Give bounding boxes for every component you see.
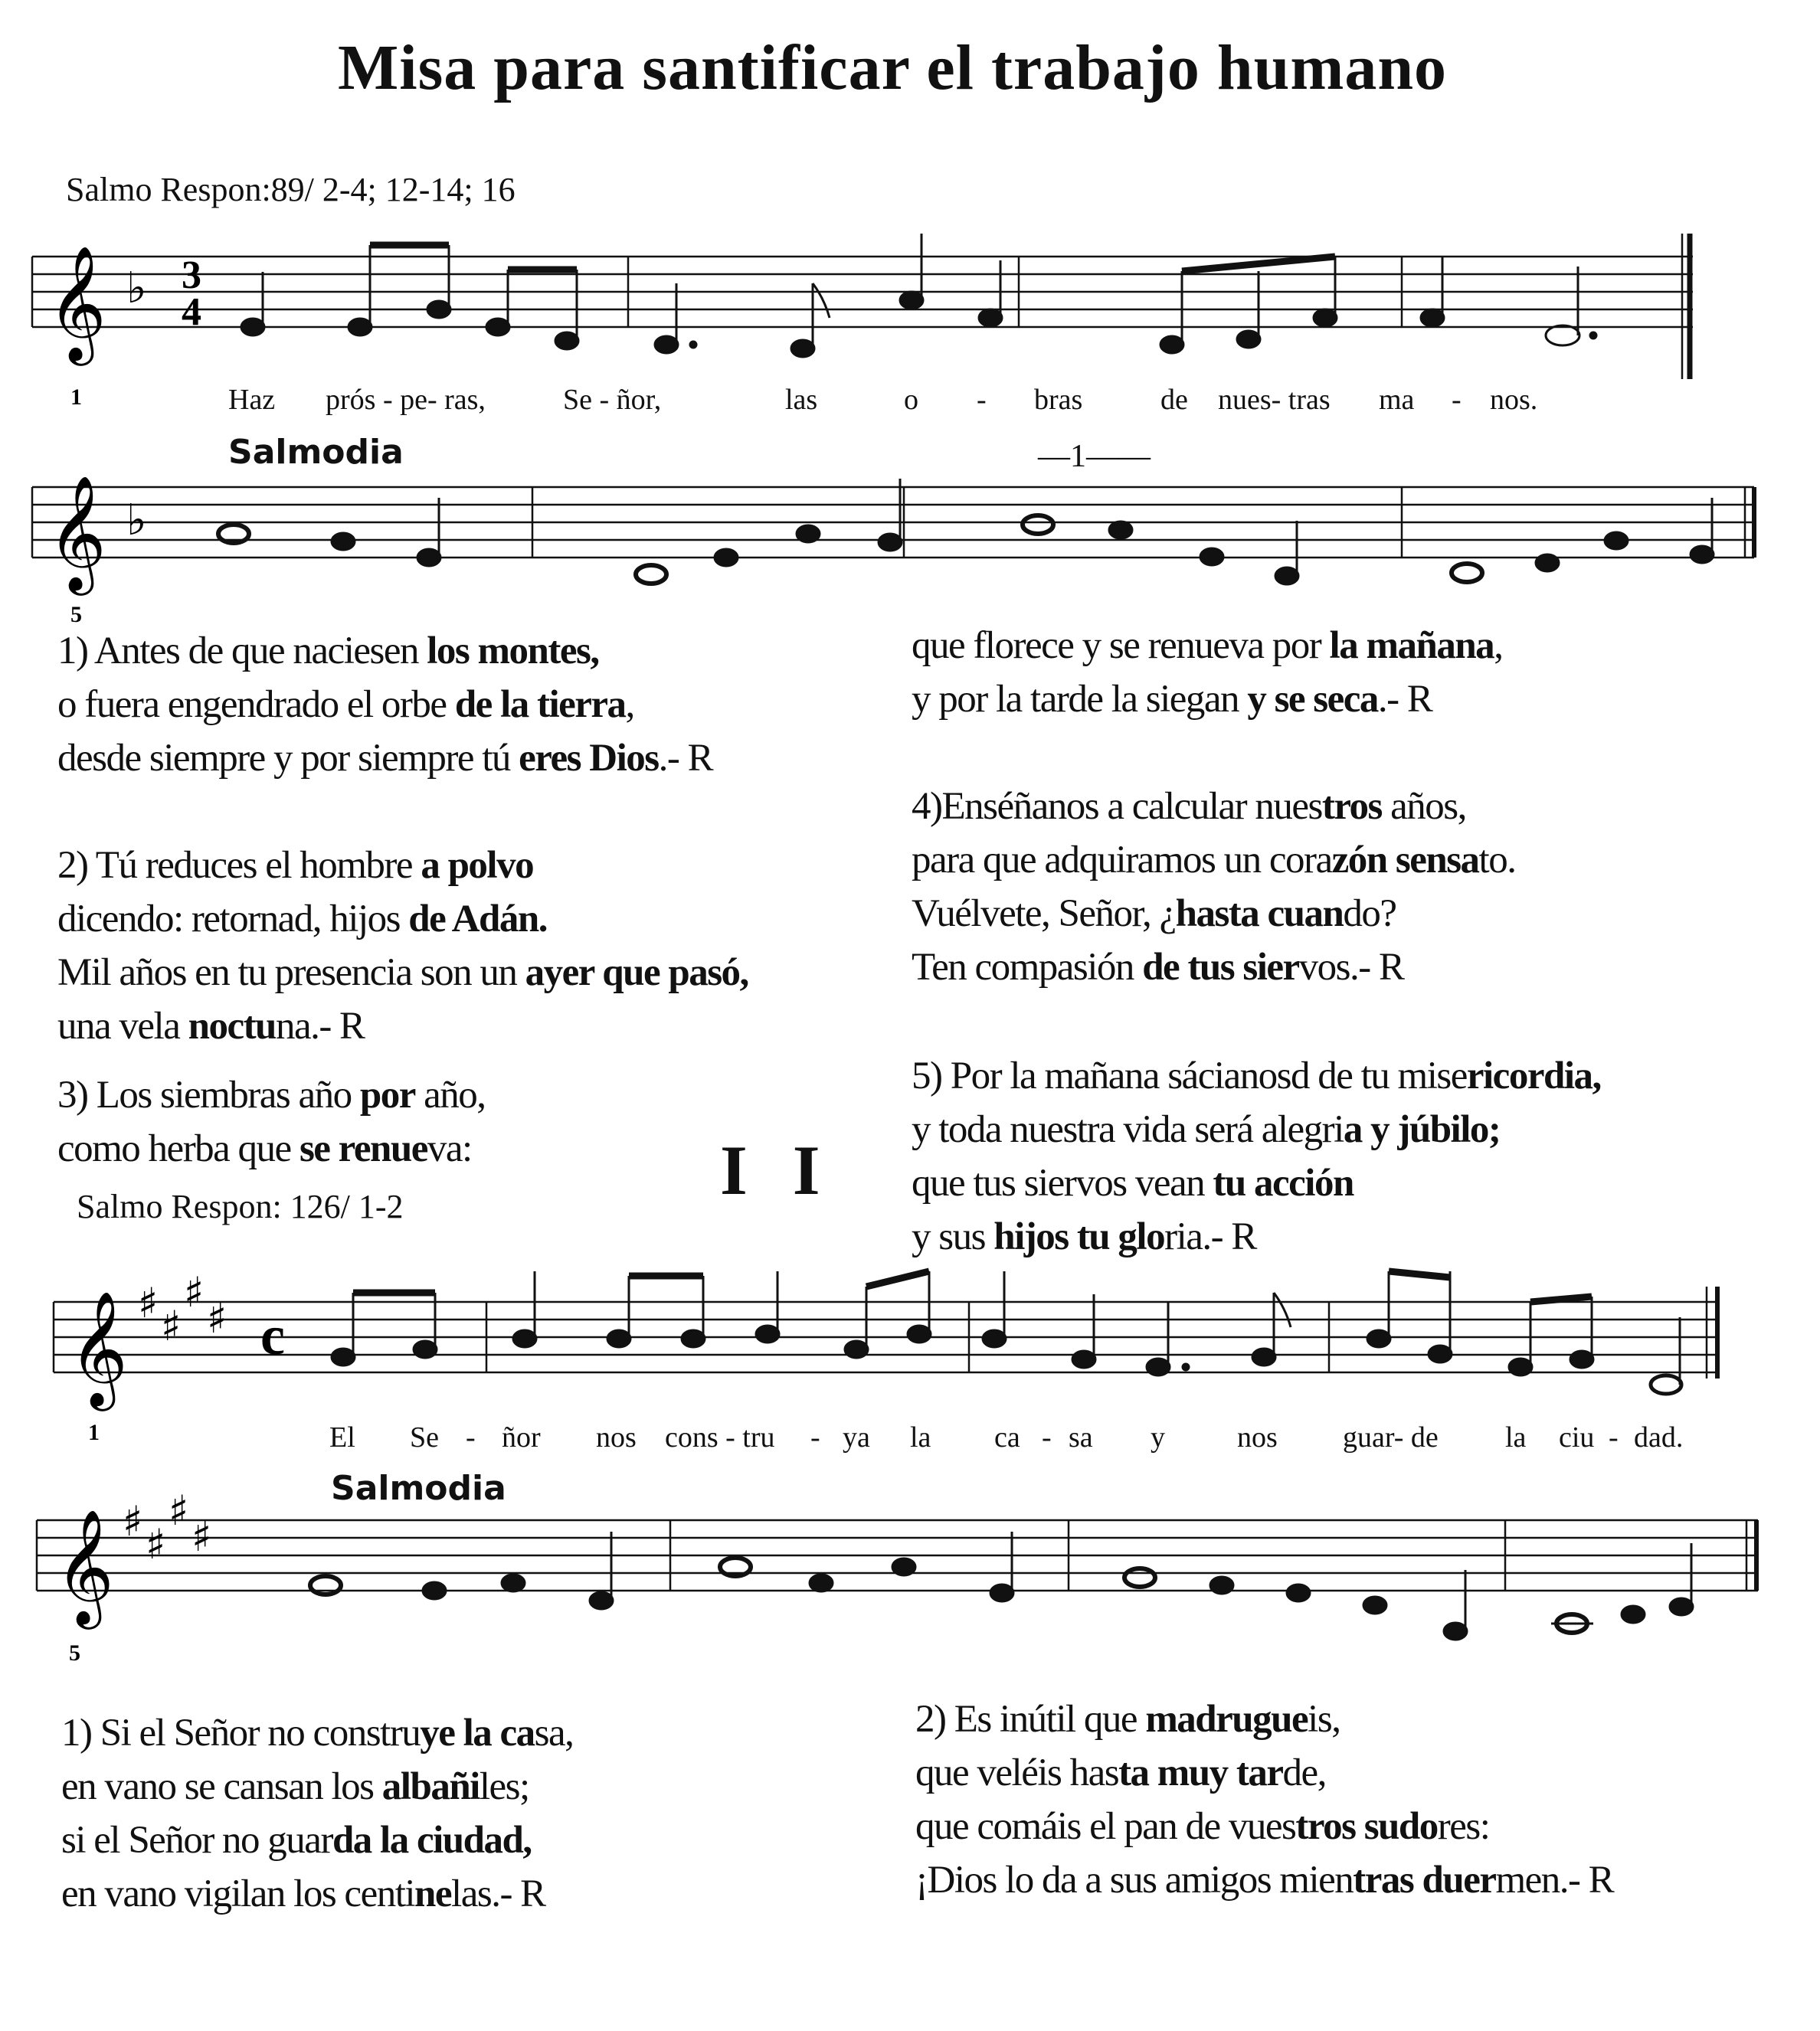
- lyric-syllable: prós - pe- ras,: [326, 384, 486, 416]
- stanza-line: ¡Dios lo da a sus amigos mientras duermen.- R: [915, 1859, 1614, 1902]
- svg-text:♯: ♯: [191, 1513, 212, 1561]
- stanza-line: que florece y se renueva por la mañana,: [912, 624, 1503, 667]
- stanza-line: y toda nuestra vida será alegria y júbilo;: [912, 1108, 1501, 1151]
- lyric-syllable: nos: [596, 1421, 637, 1454]
- lyric-syllable: -: [1609, 1421, 1619, 1454]
- lyric-syllable: ciu: [1559, 1421, 1595, 1454]
- lyric-syllable: El: [329, 1421, 355, 1454]
- stanza-line: 4)Enséñanos a calcular nuestros años,: [912, 785, 1466, 828]
- svg-text:𝄞: 𝄞: [55, 1508, 114, 1624]
- psalm-1-reference: Salmo Respon:89/ 2-4; 12-14; 16: [66, 171, 516, 208]
- section-mark: —1——: [1038, 439, 1151, 474]
- lyric-syllable: nos.: [1490, 384, 1538, 416]
- lyric-syllable: guar- de: [1343, 1421, 1439, 1454]
- psalm-2-salmodia-notes: [310, 1532, 1693, 1640]
- stanza-line: y por la tarde la siegan y se seca.- R: [912, 678, 1432, 721]
- svg-text:♯: ♯: [161, 1302, 182, 1350]
- stanza-line: 3) Los siembras año por año,: [57, 1074, 486, 1117]
- lyric-syllable: -: [977, 384, 987, 416]
- lyric-syllable: la: [1505, 1421, 1527, 1454]
- lyric-syllable: cons - tru: [665, 1421, 775, 1454]
- lyric-syllable: o: [904, 384, 918, 416]
- svg-text:♭: ♭: [126, 263, 147, 313]
- stanza-line: si el Señor no guarda la ciudad,: [61, 1819, 532, 1862]
- lyric-syllable: Haz: [228, 384, 276, 416]
- measure-number: 5: [69, 1640, 80, 1666]
- lyric-syllable: Se: [410, 1421, 439, 1454]
- stanza-line: Vuélvete, Señor, ¿hasta cuando?: [912, 892, 1396, 935]
- lyric-syllable: ca: [994, 1421, 1020, 1454]
- lyric-syllable: de: [1160, 384, 1188, 416]
- common-time-icon: c: [260, 1305, 285, 1366]
- stanza-line: como herba que se renueva:: [57, 1127, 472, 1170]
- stanza-line: 5) Por la mañana sácianosd de tu misericordia,: [912, 1055, 1601, 1097]
- svg-text:♭: ♭: [126, 495, 147, 545]
- lyric-syllable: nues- tras: [1218, 384, 1331, 416]
- stanza-line: o fuera engendrado el orbe de la tierra,: [57, 683, 634, 726]
- psalm-2-stanza-1: [61, 1706, 573, 1921]
- stanza-line: 2) Tú reduces el hombre a polvo: [57, 844, 534, 887]
- lyric-syllable: -: [466, 1421, 476, 1454]
- stanza-line: 2) Es inútil que madrugueis,: [915, 1698, 1340, 1741]
- psalm-2-reference: Salmo Respon: 126/ 1-2: [77, 1188, 404, 1225]
- time-signature-top: 3: [182, 253, 201, 297]
- treble-clef-icon: [55, 1508, 114, 1630]
- svg-text:♯: ♯: [184, 1268, 205, 1316]
- lyric-syllable: -: [1042, 1421, 1052, 1454]
- stanza-line: Mil años en tu presencia son un ayer que pasó,: [57, 951, 748, 994]
- svg-text:♯: ♯: [169, 1486, 189, 1535]
- lyric-syllable: ñor: [502, 1421, 541, 1454]
- svg-text:♯: ♯: [123, 1497, 143, 1545]
- lyric-syllable: dad.: [1634, 1421, 1684, 1454]
- lyric-syllable: sa: [1069, 1421, 1093, 1454]
- stanza-line: una vela noctuna.- R: [57, 1005, 365, 1048]
- lyric-syllable: las: [785, 384, 818, 416]
- svg-text:♯: ♯: [207, 1294, 228, 1343]
- measure-number: 5: [70, 602, 82, 627]
- stanza-line: que tus siervos vean tu acción: [912, 1162, 1354, 1205]
- lyric-syllable: y: [1151, 1421, 1165, 1454]
- svg-text:𝄞: 𝄞: [47, 244, 106, 361]
- stanza-line: dicendo: retornad, hijos de Adán.: [57, 898, 547, 940]
- lyric-syllable: Se - ñor,: [563, 384, 662, 416]
- time-signature-bottom: 4: [182, 290, 201, 334]
- svg-text:♯: ♯: [138, 1279, 159, 1327]
- svg-text:𝄞: 𝄞: [47, 474, 106, 590]
- stanza-line: que veléis hasta muy tarde,: [915, 1751, 1326, 1794]
- lyric-syllable: -: [810, 1421, 820, 1454]
- stanza-line: que comáis el pan de vuestros sudores:: [915, 1805, 1490, 1848]
- lyric-syllable: -: [1452, 384, 1462, 416]
- svg-text:♯: ♯: [146, 1520, 166, 1568]
- lyric-syllable: ma: [1379, 384, 1415, 416]
- stanza-line: para que adquiramos un corazón sensato.: [912, 839, 1516, 881]
- psalm-2-stanza-2: [915, 1693, 1613, 1907]
- measure-number: 1: [88, 1420, 100, 1445]
- stanza-line: Ten compasión de tus siervos.- R: [912, 946, 1404, 989]
- stanza-line: desde siempre y por siempre tú eres Dios.- R: [57, 737, 713, 780]
- measure-number: 1: [70, 384, 82, 410]
- lyric-syllable: ya: [843, 1421, 870, 1454]
- page-title: Misa para santificar el trabajo humano: [337, 32, 1448, 103]
- stanza-line: en vano se cansan los albañiles;: [61, 1765, 529, 1808]
- section-number: I I: [720, 1131, 834, 1209]
- stanza-line: 1) Si el Señor no construye la casa,: [61, 1712, 574, 1755]
- svg-text:𝄞: 𝄞: [69, 1290, 128, 1406]
- lyric-syllable: nos: [1237, 1421, 1278, 1454]
- salmodia-label: Salmodia: [331, 1469, 506, 1508]
- stanza-line: en vano vigilan los centinelas.- R: [61, 1872, 545, 1915]
- salmodia-label: Salmodia: [228, 433, 404, 472]
- lyric-syllable: bras: [1034, 384, 1083, 416]
- stanza-line: y sus hijos tu gloria.- R: [912, 1215, 1256, 1258]
- lyric-syllable: la: [910, 1421, 931, 1454]
- stanza-line: 1) Antes de que naciesen los montes,: [57, 630, 599, 672]
